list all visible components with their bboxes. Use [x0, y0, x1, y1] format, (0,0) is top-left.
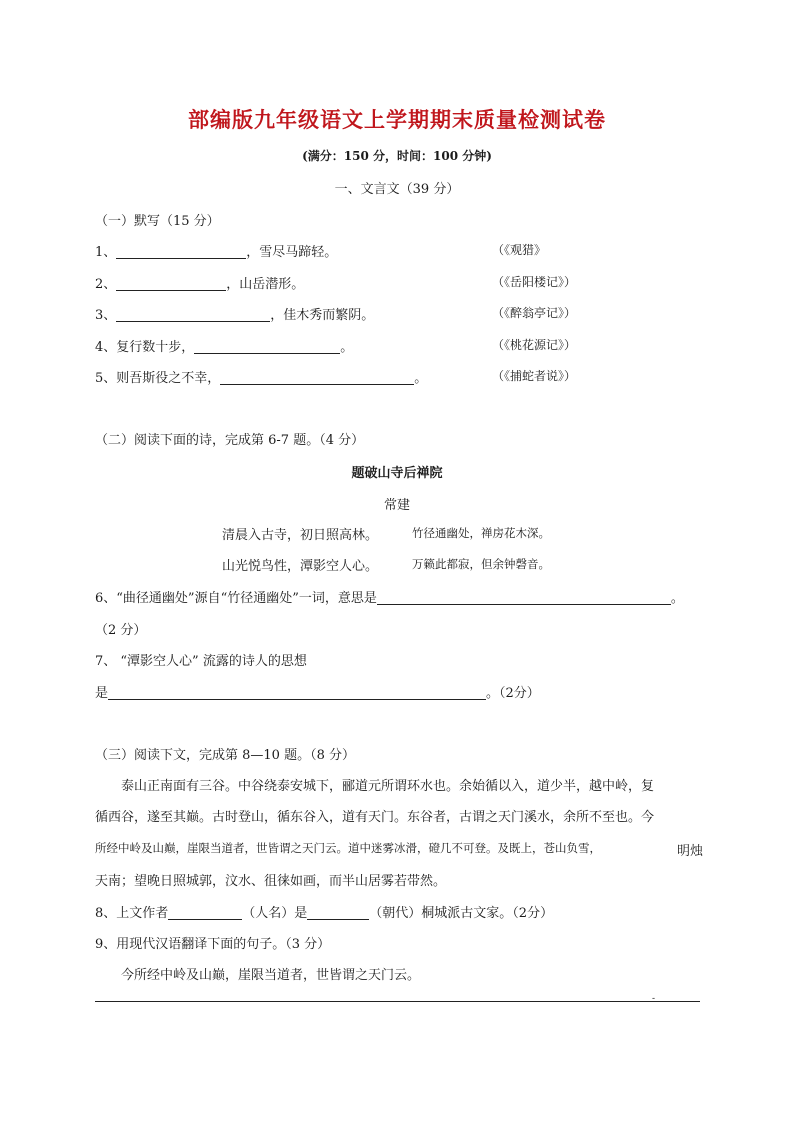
- question-text: （人名）是: [242, 906, 308, 921]
- poem-line: 竹径通幽处，禅房花木深。: [412, 526, 550, 540]
- question-text: 。: [670, 591, 684, 606]
- question-text: ，雪尽马蹄轻。: [246, 245, 338, 260]
- stray-mark: -: [652, 994, 656, 1004]
- question-3: [95, 304, 374, 323]
- part2-heading: （二）阅读下面的诗，完成第 6-7 题。（4 分）: [95, 433, 365, 448]
- answer-blank[interactable]: [116, 307, 270, 322]
- question-source: （《观猎》: [492, 243, 547, 257]
- answer-blank[interactable]: [377, 590, 671, 605]
- section-heading: 一、文言文（39 分）: [334, 182, 460, 197]
- exam-subtitle: (满分：150 分，时间：100 分钟): [302, 149, 492, 163]
- poem-line: 山光悦鸟性，潭影空人心。: [222, 559, 379, 574]
- question-7-answer: [95, 682, 540, 701]
- question-5: [95, 367, 427, 386]
- question-text: 8、上文作者: [95, 906, 169, 921]
- poem-line: 清晨入古寺，初日照高林。: [222, 528, 379, 543]
- answer-blank[interactable]: [116, 276, 226, 291]
- answer-line[interactable]: [95, 1001, 700, 1002]
- answer-blank[interactable]: [220, 370, 414, 385]
- question-source: （《桃花源记》）: [492, 338, 577, 352]
- poem-line: 万籁此都寂，但余钟磬音。: [412, 557, 550, 571]
- answer-blank[interactable]: [194, 339, 340, 354]
- question-9: 9、用现代汉语翻译下面的句子。（3 分）: [95, 937, 331, 952]
- question-number: 3、: [95, 308, 117, 323]
- answer-blank[interactable]: [168, 905, 242, 920]
- question-text: 。: [340, 340, 354, 355]
- part3-heading: （三）阅读下文，完成第 8—10 题。（8 分）: [95, 748, 355, 763]
- question-source: （《醉翁亭记》）: [492, 306, 577, 320]
- question-4: [95, 336, 353, 355]
- answer-blank[interactable]: [116, 244, 246, 259]
- question-number: 2、: [95, 277, 117, 292]
- question-6: [95, 587, 684, 606]
- question-1: [95, 241, 337, 260]
- question-7: 7、 “潭影空人心” 流露的诗人的思想: [95, 654, 307, 669]
- passage-line: 循西谷，遂至其巅。古时登山，循东谷入，道有天门。东谷者，古谓之天门溪水，余所不至也。今: [95, 810, 655, 825]
- poem-author: 常建: [383, 498, 410, 513]
- answer-blank[interactable]: [307, 905, 369, 920]
- question-8: [95, 902, 553, 921]
- question-number: 1、: [95, 245, 117, 260]
- question-text: 则吾斯役之不幸，: [116, 371, 221, 386]
- question-text: 。: [414, 371, 428, 386]
- passage-line: 所经中岭及山巅，崖限当道者，世皆谓之天门云。道中迷雾冰滑，磴几不可登。及既上，苍山负雪，: [95, 841, 601, 855]
- question-number: 4、: [95, 340, 117, 355]
- question-text: ，佳木秀而繁阴。: [270, 308, 375, 323]
- question-text: 是: [95, 686, 109, 701]
- passage-line: 天南；望晚日照城郭，汶水、徂徕如画，而半山居雾若带然。: [95, 874, 447, 889]
- question-source: （《岳阳楼记》）: [492, 275, 577, 289]
- question-2: [95, 273, 304, 292]
- answer-blank[interactable]: [108, 685, 486, 700]
- question-text: 6、“曲径通幽处”源自“竹径通幽处”一词，意思是: [95, 591, 377, 606]
- question-source: （《捕蛇者说》）: [492, 369, 577, 383]
- question-text: ，山岳潜形。: [226, 277, 305, 292]
- question-number: 5、: [95, 371, 117, 386]
- passage-line: 明烛: [677, 844, 704, 859]
- question-text: 。（2分）: [486, 686, 540, 701]
- passage-line: 泰山正南面有三谷。中谷绕泰安城下，郦道元所谓环水也。余始循以入，道少半，越中岭，复: [121, 779, 655, 794]
- question-text: （朝代）桐城派古文家。（2分）: [369, 906, 554, 921]
- question-text: 复行数十步，: [116, 340, 195, 355]
- question-9-sentence: 今所经中岭及山巅，崖限当道者，世皆谓之天门云。: [121, 968, 421, 983]
- poem-title: 题破山寺后禅院: [351, 466, 443, 481]
- exam-title: 部编版九年级语文上学期期末质量检测试卷: [188, 107, 606, 132]
- question-6-score: （2 分）: [95, 623, 147, 638]
- part1-heading: （一）默写（15 分）: [95, 214, 220, 229]
